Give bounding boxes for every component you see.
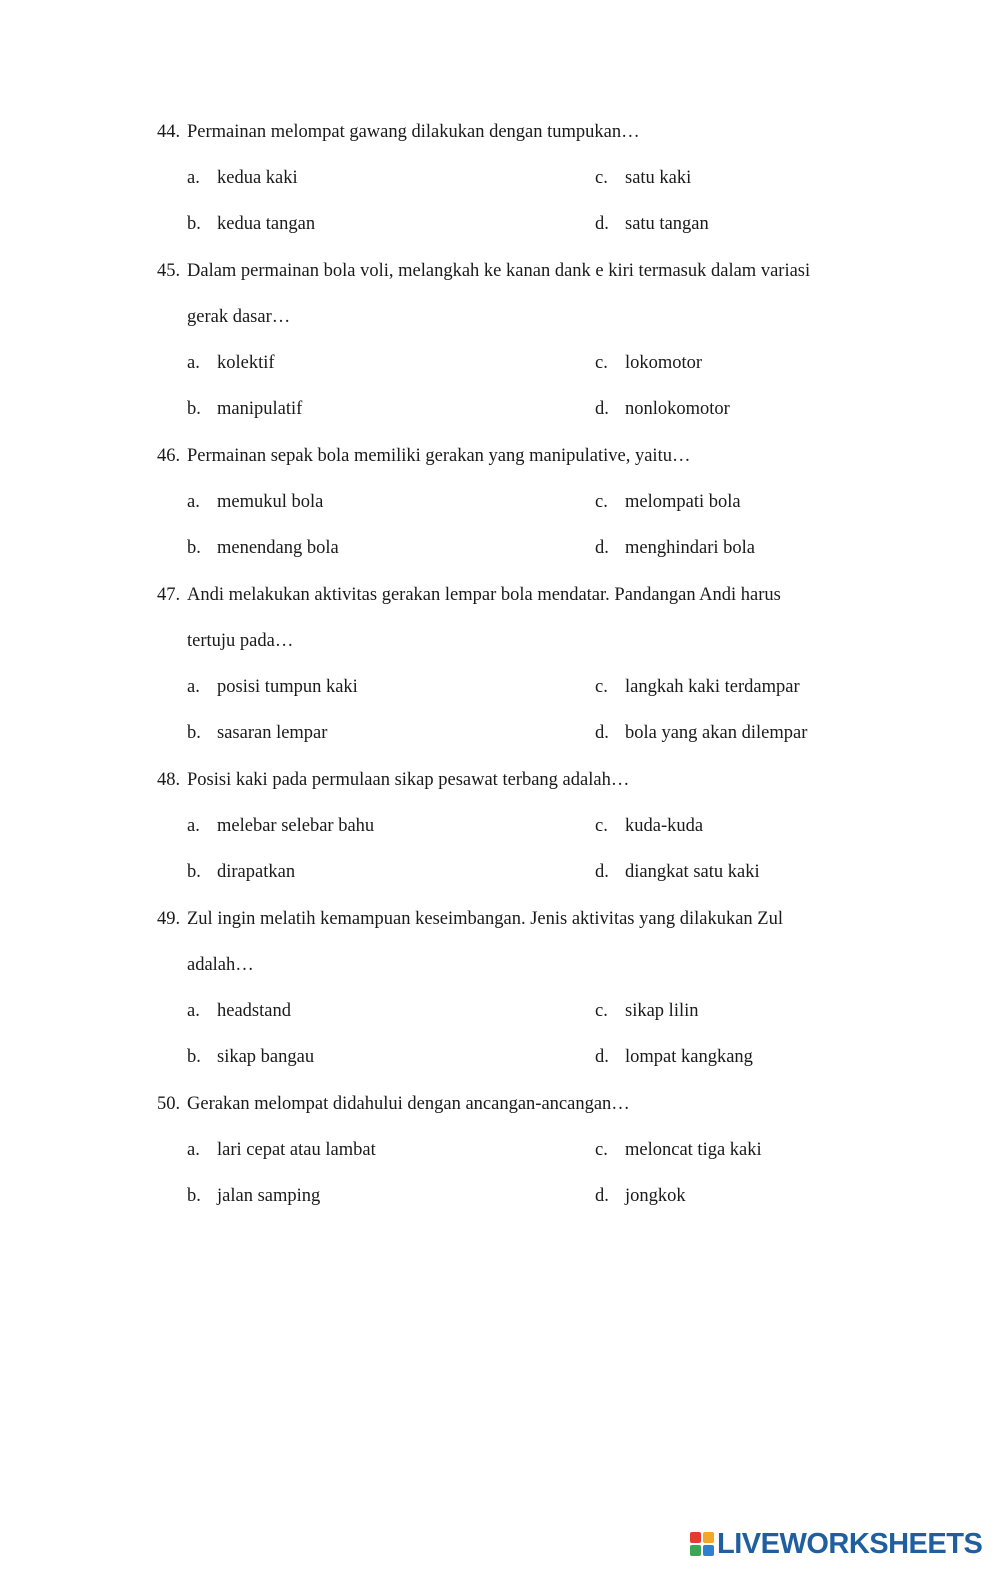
- option-letter: d.: [595, 723, 609, 743]
- question-number: 48.: [157, 770, 181, 790]
- question-text: Gerakan melompat didahului dengan ancangan-ancangan…: [187, 1094, 630, 1114]
- option-d[interactable]: [595, 201, 709, 247]
- option-letter: b.: [187, 538, 201, 558]
- option-letter: a.: [187, 677, 200, 697]
- option-text: sasaran lempar: [217, 723, 328, 743]
- option-letter: c.: [595, 492, 608, 512]
- option-letter: d.: [595, 862, 609, 882]
- question-stem: [157, 248, 877, 294]
- question-number: 50.: [157, 1094, 181, 1114]
- option-letter: c.: [595, 677, 608, 697]
- option-letter: a.: [187, 353, 200, 373]
- question-text: tertuju pada…: [187, 631, 294, 651]
- option-row: [157, 340, 877, 386]
- question-number: 45.: [157, 261, 181, 281]
- option-text: meloncat tiga kaki: [625, 1140, 762, 1160]
- option-letter: c.: [595, 1001, 608, 1021]
- option-a[interactable]: [157, 664, 595, 710]
- option-row: [157, 988, 877, 1034]
- option-b[interactable]: [157, 849, 595, 895]
- question-text: Dalam permainan bola voli, melangkah ke kanan dank e kiri termasuk dalam variasi: [187, 261, 811, 281]
- question-text: Zul ingin melatih kemampuan keseimbangan. Jenis aktivitas yang dilakukan Zul: [187, 909, 783, 929]
- question-48: [157, 757, 877, 895]
- option-text: lompat kangkang: [625, 1047, 753, 1067]
- question-stem-continuation: [157, 618, 877, 664]
- option-row: [157, 155, 877, 201]
- question-text: Posisi kaki pada permulaan sikap pesawat terbang adalah…: [187, 770, 630, 790]
- option-d[interactable]: [595, 386, 730, 432]
- option-text: jalan samping: [217, 1186, 321, 1206]
- option-letter: b.: [187, 1186, 201, 1206]
- option-a[interactable]: [157, 155, 595, 201]
- question-46: [157, 433, 877, 571]
- option-letter: d.: [595, 399, 609, 419]
- liveworksheets-logo-icon: [690, 1532, 714, 1556]
- question-number: 46.: [157, 446, 181, 466]
- question-text: Permainan melompat gawang dilakukan dengan tumpukan…: [187, 122, 640, 142]
- option-letter: b.: [187, 1047, 201, 1067]
- option-c[interactable]: [595, 340, 702, 386]
- option-letter: c.: [595, 816, 608, 836]
- option-letter: d.: [595, 1186, 609, 1206]
- option-text: lari cepat atau lambat: [217, 1140, 376, 1160]
- option-letter: b.: [187, 862, 201, 882]
- question-45: [157, 248, 877, 432]
- option-row: [157, 849, 877, 895]
- option-row: [157, 803, 877, 849]
- brand-name: LIVEWORKSHEETS: [717, 1527, 983, 1560]
- option-a[interactable]: [157, 479, 595, 525]
- option-text: headstand: [217, 1001, 291, 1021]
- option-text: kedua tangan: [217, 214, 316, 234]
- option-row: [157, 386, 877, 432]
- option-b[interactable]: [157, 1173, 595, 1219]
- option-row: [157, 710, 877, 756]
- option-letter: a.: [187, 492, 200, 512]
- option-d[interactable]: [595, 1173, 686, 1219]
- option-c[interactable]: [595, 1127, 762, 1173]
- option-text: kedua kaki: [217, 168, 298, 188]
- option-d[interactable]: [595, 849, 760, 895]
- question-stem: [157, 1081, 877, 1127]
- option-b[interactable]: [157, 710, 595, 756]
- question-44: [157, 109, 877, 247]
- option-row: [157, 664, 877, 710]
- option-b[interactable]: [157, 1034, 595, 1080]
- question-text: adalah…: [187, 955, 254, 975]
- question-stem: [157, 757, 877, 803]
- question-stem: [157, 896, 877, 942]
- option-letter: b.: [187, 214, 201, 234]
- option-text: jongkok: [625, 1186, 686, 1206]
- question-stem-continuation: [157, 942, 877, 988]
- logo-square: [690, 1545, 701, 1556]
- option-a[interactable]: [157, 1127, 595, 1173]
- option-b[interactable]: [157, 525, 595, 571]
- option-text: sikap lilin: [625, 1001, 699, 1021]
- question-50: [157, 1081, 877, 1219]
- option-a[interactable]: [157, 803, 595, 849]
- question-number: 49.: [157, 909, 181, 929]
- option-d[interactable]: [595, 525, 755, 571]
- option-text: kolektif: [217, 353, 275, 373]
- logo-square: [690, 1532, 701, 1543]
- option-letter: d.: [595, 1047, 609, 1067]
- logo-square: [703, 1532, 714, 1543]
- option-text: memukul bola: [217, 492, 324, 512]
- option-row: [157, 1127, 877, 1173]
- question-stem-continuation: [157, 294, 877, 340]
- question-47: [157, 572, 877, 756]
- option-row: [157, 201, 877, 247]
- option-text: melompati bola: [625, 492, 741, 512]
- question-stem: [157, 109, 877, 155]
- option-letter: d.: [595, 214, 609, 234]
- option-text: satu kaki: [625, 168, 692, 188]
- option-a[interactable]: [157, 988, 595, 1034]
- option-c[interactable]: [595, 803, 703, 849]
- option-text: langkah kaki terdampar: [625, 677, 800, 697]
- option-letter: c.: [595, 168, 608, 188]
- option-text: nonlokomotor: [625, 399, 730, 419]
- option-text: lokomotor: [625, 353, 703, 373]
- question-number: 44.: [157, 122, 181, 142]
- question-text: gerak dasar…: [187, 307, 291, 327]
- question-text: Andi melakukan aktivitas gerakan lempar bola mendatar. Pandangan Andi harus: [187, 585, 781, 605]
- option-text: satu tangan: [625, 214, 709, 234]
- option-c[interactable]: [595, 664, 800, 710]
- option-text: sikap bangau: [217, 1047, 315, 1067]
- option-text: posisi tumpun kaki: [217, 677, 358, 697]
- option-letter: b.: [187, 399, 201, 419]
- option-b[interactable]: [157, 386, 595, 432]
- option-letter: c.: [595, 1140, 608, 1160]
- option-text: menendang bola: [217, 538, 339, 558]
- option-letter: a.: [187, 168, 200, 188]
- question-stem: [157, 572, 877, 618]
- option-letter: b.: [187, 723, 201, 743]
- option-c[interactable]: [595, 988, 699, 1034]
- question-text: Permainan sepak bola memiliki gerakan yang manipulative, yaitu…: [187, 446, 691, 466]
- option-text: menghindari bola: [625, 538, 755, 558]
- option-text: melebar selebar bahu: [217, 816, 375, 836]
- option-d[interactable]: [595, 1034, 753, 1080]
- option-text: kuda-kuda: [625, 816, 704, 836]
- option-a[interactable]: [157, 340, 595, 386]
- option-letter: c.: [595, 353, 608, 373]
- option-d[interactable]: [595, 710, 807, 756]
- option-b[interactable]: [157, 201, 595, 247]
- question-stem: [157, 433, 877, 479]
- option-letter: a.: [187, 1001, 200, 1021]
- logo-square: [703, 1545, 714, 1556]
- option-letter: d.: [595, 538, 609, 558]
- question-number: 47.: [157, 585, 181, 605]
- option-text: manipulatif: [217, 399, 303, 419]
- option-c[interactable]: [595, 155, 691, 201]
- option-text: diangkat satu kaki: [625, 862, 760, 882]
- option-c[interactable]: [595, 479, 741, 525]
- option-text: dirapatkan: [217, 862, 296, 882]
- question-49: [157, 896, 877, 1080]
- option-row: [157, 525, 877, 571]
- option-row: [157, 1034, 877, 1080]
- liveworksheets-brand[interactable]: [690, 1528, 982, 1560]
- option-letter: a.: [187, 816, 200, 836]
- option-letter: a.: [187, 1140, 200, 1160]
- option-text: bola yang akan dilempar: [625, 723, 808, 743]
- option-row: [157, 479, 877, 525]
- option-row: [157, 1173, 877, 1219]
